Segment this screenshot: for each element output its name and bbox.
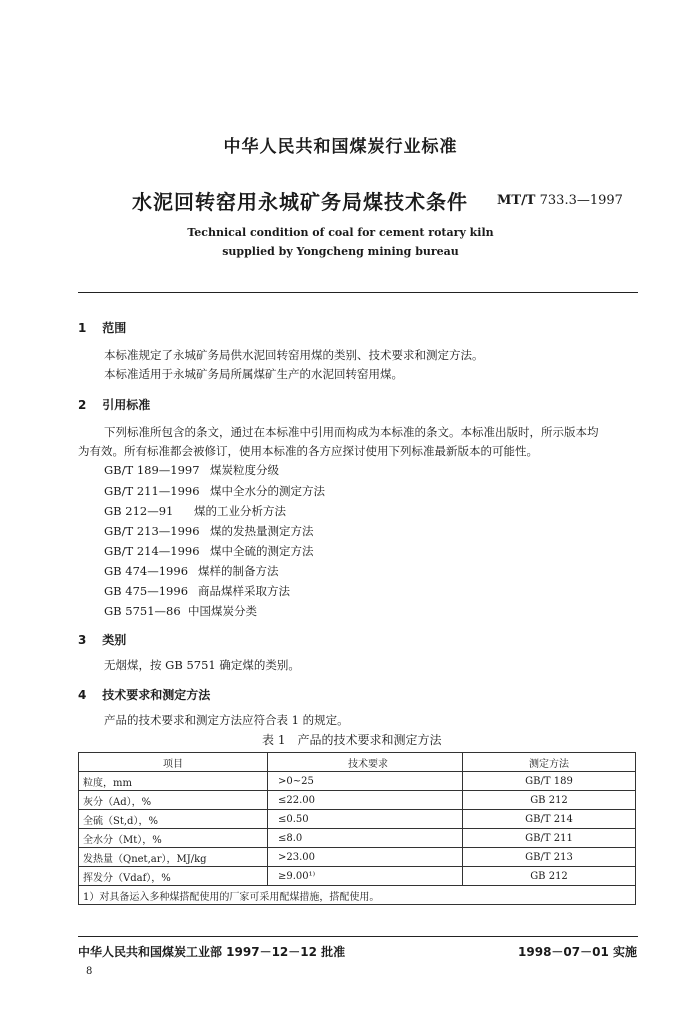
section-2-heading xyxy=(78,396,150,413)
reference-item xyxy=(104,462,279,478)
reference-name: 煤炭粒度分级 xyxy=(210,463,279,477)
reference-name: 中国煤炭分类 xyxy=(188,604,257,618)
section-1-heading xyxy=(78,319,126,336)
table-cell-requirement: >23.00 xyxy=(268,848,463,867)
table-cell-requirement: ≤0.50 xyxy=(268,810,463,829)
table-cell-item: 灰分（Ad），% xyxy=(79,791,268,810)
reference-code: GB/T 189—1997 xyxy=(104,463,200,477)
table-cell-item: 发热量（Qnet,ar），MJ/kg xyxy=(79,848,268,867)
section-3-paragraph: 无烟煤，按 GB 5751 确定煤的类别。 xyxy=(104,658,300,672)
table-cell-method: GB/T 213 xyxy=(463,848,636,867)
reference-code: GB/T 214—1996 xyxy=(104,544,200,558)
standard-code: 733.3—1997 xyxy=(539,193,623,208)
section-4-heading xyxy=(78,686,210,703)
table-row xyxy=(79,810,636,829)
footer-divider xyxy=(78,936,638,937)
section-number: 1 xyxy=(78,321,87,335)
table-cell-requirement: ≤22.00 xyxy=(268,791,463,810)
table-cell-requirement: ≤8.0 xyxy=(268,829,463,848)
table-cell-item: 全水分（Mt），% xyxy=(79,829,268,848)
section-title: 类别 xyxy=(102,633,127,647)
reference-item xyxy=(104,603,257,619)
reference-name: 煤的发热量测定方法 xyxy=(210,524,314,538)
table-cell-requirement: ≥9.00¹⁾ xyxy=(268,867,463,886)
table-row xyxy=(79,772,636,791)
reference-item xyxy=(104,483,325,499)
reference-name: 煤样的制备方法 xyxy=(198,564,279,578)
table-header-cell: 技术要求 xyxy=(268,753,463,772)
issuing-organization: 中华人民共和国煤炭行业标准 xyxy=(223,137,458,157)
reference-code: GB 474—1996 xyxy=(104,564,189,578)
effective-date: 1998－07－01 实施 xyxy=(518,945,637,959)
section-4-paragraph: 产品的技术要求和测定方法应符合表 1 的规定。 xyxy=(104,713,349,727)
reference-name: 商品煤样采取方法 xyxy=(198,584,290,598)
table-cell-item: 挥发分（Vdaf），% xyxy=(79,867,268,886)
section-2-paragraph-line2: 为有效。所有标准都会被修订，使用本标准的各方应探讨使用下列标准最新版本的可能性。 xyxy=(78,444,538,458)
standard-number xyxy=(497,193,623,208)
reference-item xyxy=(104,503,286,519)
table-row xyxy=(79,867,636,886)
section-1-paragraph-2: 本标准适用于永城矿务局所属煤矿生产的水泥回转窑用煤。 xyxy=(104,367,403,381)
table-cell-method: GB 212 xyxy=(463,791,636,810)
reference-name: 煤中全硫的测定方法 xyxy=(210,544,314,558)
table-cell-method: GB/T 211 xyxy=(463,829,636,848)
table-cell-method: GB/T 189 xyxy=(463,772,636,791)
section-3-heading xyxy=(78,631,126,648)
table-cell-requirement: >0~25 xyxy=(268,772,463,791)
spec-table xyxy=(78,752,636,905)
standard-prefix: MT/T xyxy=(497,193,536,208)
table-cell-item: 粒度，mm xyxy=(79,772,268,791)
header-divider xyxy=(78,292,638,293)
reference-code: GB 5751—86 xyxy=(104,604,181,618)
page-number: 8 xyxy=(86,966,93,977)
table-row xyxy=(79,829,636,848)
section-2-paragraph-line1: 下列标准所包含的条文，通过在本标准中引用而构成为本标准的条文。本标准出版时，所示版本均 xyxy=(104,425,599,439)
standard-title: 水泥回转窑用永城矿务局煤技术条件 xyxy=(132,190,468,214)
table-header-cell: 项目 xyxy=(79,753,268,772)
reference-code: GB/T 213—1996 xyxy=(104,524,200,538)
section-number: 4 xyxy=(78,688,87,702)
table-cell-method: GB 212 xyxy=(463,867,636,886)
reference-item xyxy=(104,563,279,579)
section-title: 范围 xyxy=(102,321,127,335)
reference-item xyxy=(104,583,290,599)
reference-code: GB/T 211—1996 xyxy=(104,484,200,498)
reference-name: 煤中全水分的测定方法 xyxy=(210,484,325,498)
section-title: 引用标准 xyxy=(102,398,151,412)
section-title: 技术要求和测定方法 xyxy=(102,688,211,702)
reference-code: GB 475—1996 xyxy=(104,584,189,598)
section-1-paragraph-1: 本标准规定了永城矿务局供水泥回转窑用煤的类别、技术要求和测定方法。 xyxy=(104,348,484,362)
table-header-cell: 测定方法 xyxy=(463,753,636,772)
table-caption: 表 1 产品的技术要求和测定方法 xyxy=(262,733,442,747)
table-footnote: 1）对具备运入多种煤搭配使用的厂家可采用配煤措施，搭配使用。 xyxy=(79,886,636,905)
reference-item xyxy=(104,523,314,539)
approval-statement: 中华人民共和国煤炭工业部 1997－12－12 批准 xyxy=(78,945,346,959)
table-header-row xyxy=(79,753,636,772)
section-number: 2 xyxy=(78,398,87,412)
table-row xyxy=(79,848,636,867)
table-row xyxy=(79,791,636,810)
english-title-line2: supplied by Yongcheng mining bureau xyxy=(222,245,459,258)
english-title-line1: Technical condition of coal for cement rotary kiln xyxy=(187,226,494,239)
reference-item xyxy=(104,543,314,559)
reference-code: GB 212—91 xyxy=(104,504,174,518)
table-cell-item: 全硫（St,d），% xyxy=(79,810,268,829)
reference-name: 煤的工业分析方法 xyxy=(194,504,286,518)
table-cell-method: GB/T 214 xyxy=(463,810,636,829)
table-note-row xyxy=(79,886,636,905)
section-number: 3 xyxy=(78,633,87,647)
